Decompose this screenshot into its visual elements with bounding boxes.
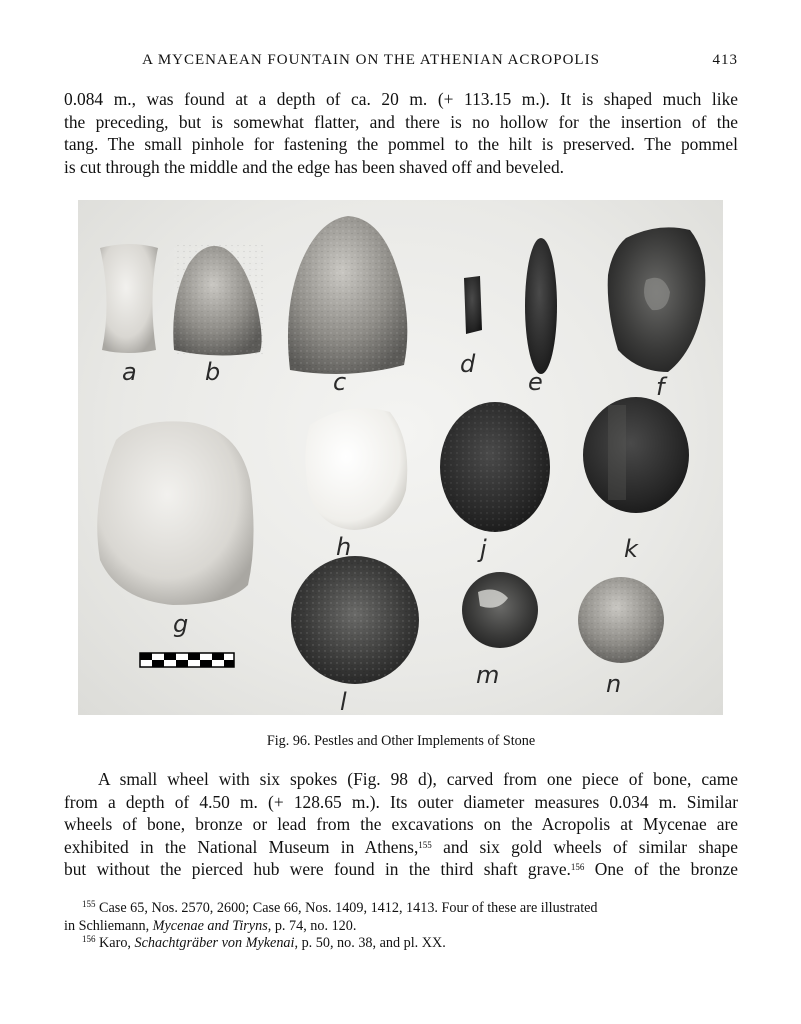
footnotes: [64, 900, 738, 953]
footnote-ref-156[interactable]: 156: [570, 862, 585, 873]
running-head-title: A MYCENAEAN FOUNTAIN ON THE ATHENIAN ACROPOLIS: [142, 52, 600, 68]
label-j: j: [480, 535, 487, 563]
label-b: b: [205, 358, 221, 386]
paragraph-2-line-4-b: and six gold wheels of similar shape: [443, 836, 738, 857]
paragraph-2-line-5-b: One of the bronze: [594, 859, 738, 880]
stone-implements-photo: [78, 200, 723, 715]
stone-g: [97, 421, 253, 605]
footnote-ref-155[interactable]: 155: [418, 839, 432, 850]
stone-k: [583, 397, 689, 513]
stone-m: [462, 572, 538, 648]
stone-d: [464, 276, 482, 334]
paragraph-2-line: wheels of bone, bronze or lead from the excavations on the Acropolis at Mycenae are: [64, 814, 738, 835]
footnote-155-line2a: in Schliemann,: [64, 917, 153, 934]
label-h: h: [336, 533, 352, 561]
stone-j: [440, 402, 550, 532]
stone-f: [608, 227, 706, 372]
running-head: [64, 52, 738, 74]
footnote-155-line2b: , p. 74, no. 120.: [267, 917, 357, 934]
footnote-155-line1: Case 65, Nos. 2570, 2600; Case 66, Nos. 1409, 1412, 1413. Four of these are illustrated: [99, 900, 598, 916]
stone-l: [291, 556, 419, 684]
paragraph-2-line-5: [64, 858, 738, 881]
footnote-156-a: Karo,: [99, 935, 135, 952]
paragraph-1-line: tang. The small pinhole for fastening the pommel to the hilt is preserved. The pommel: [64, 134, 738, 155]
paragraph-2-line-5-a: but without the pierced hub were found in the third shaft grave.: [64, 859, 571, 880]
footnote-155-book-title: Mycenae and Tiryns: [152, 917, 268, 934]
label-g: g: [173, 610, 189, 638]
footnote-156-book-title: Schachtgräber von Mykenai: [134, 935, 295, 952]
label-n: n: [606, 670, 622, 698]
paragraph-1-line: the preceding, but is somewhat flatter, and there is no hollow for the insertion of the: [64, 111, 738, 132]
stone-e: [525, 238, 557, 374]
figure-photograph: [78, 200, 723, 715]
stone-a: [100, 244, 158, 353]
label-e: e: [528, 368, 543, 396]
label-k: k: [624, 535, 638, 563]
paragraph-2-line-4-a: exhibited in the National Museum in Athens,: [64, 836, 419, 857]
paragraph-2-line: from a depth of 4.50 m. (+ 128.65 m.). Its outer diameter measures 0.034 m. Similar: [64, 791, 738, 812]
stone-c: [288, 216, 407, 374]
paragraph-1-line: 0.084 m., was found at a depth of ca. 20 m. (+ 113.15 m.). It is shaped much like: [64, 89, 738, 109]
label-c: c: [333, 368, 347, 396]
label-d: d: [460, 350, 476, 378]
paragraph-2-line-4: [64, 836, 738, 859]
footnote-156: [64, 935, 738, 953]
footnote-155: [64, 900, 738, 918]
stone-b: [173, 245, 264, 356]
footnote-155-continued: [64, 918, 738, 936]
page-number: 413: [712, 52, 738, 68]
paragraph-1-line: is cut through the middle and the edge has been shaved off and beveled.: [64, 156, 564, 177]
label-a: a: [122, 358, 137, 386]
paragraph-2: [64, 768, 738, 881]
footnote-156-b: , p. 50, no. 38, and pl. XX.: [294, 935, 446, 952]
scale-bar: [140, 653, 234, 667]
paragraph-1: [64, 88, 738, 178]
label-l: l: [340, 688, 347, 715]
stone-h: [305, 408, 407, 530]
figure-caption: Fig. 96. Pestles and Other Implements of Stone: [266, 733, 536, 749]
stone-n: [578, 577, 664, 663]
footnote-155-number: 155: [82, 899, 96, 909]
label-f: f: [656, 373, 665, 401]
paragraph-2-line: A small wheel with six spokes (Fig. 98 d), carved from one piece of bone, came: [98, 769, 738, 789]
label-m: m: [476, 661, 500, 689]
footnote-156-number: 156: [82, 934, 96, 945]
